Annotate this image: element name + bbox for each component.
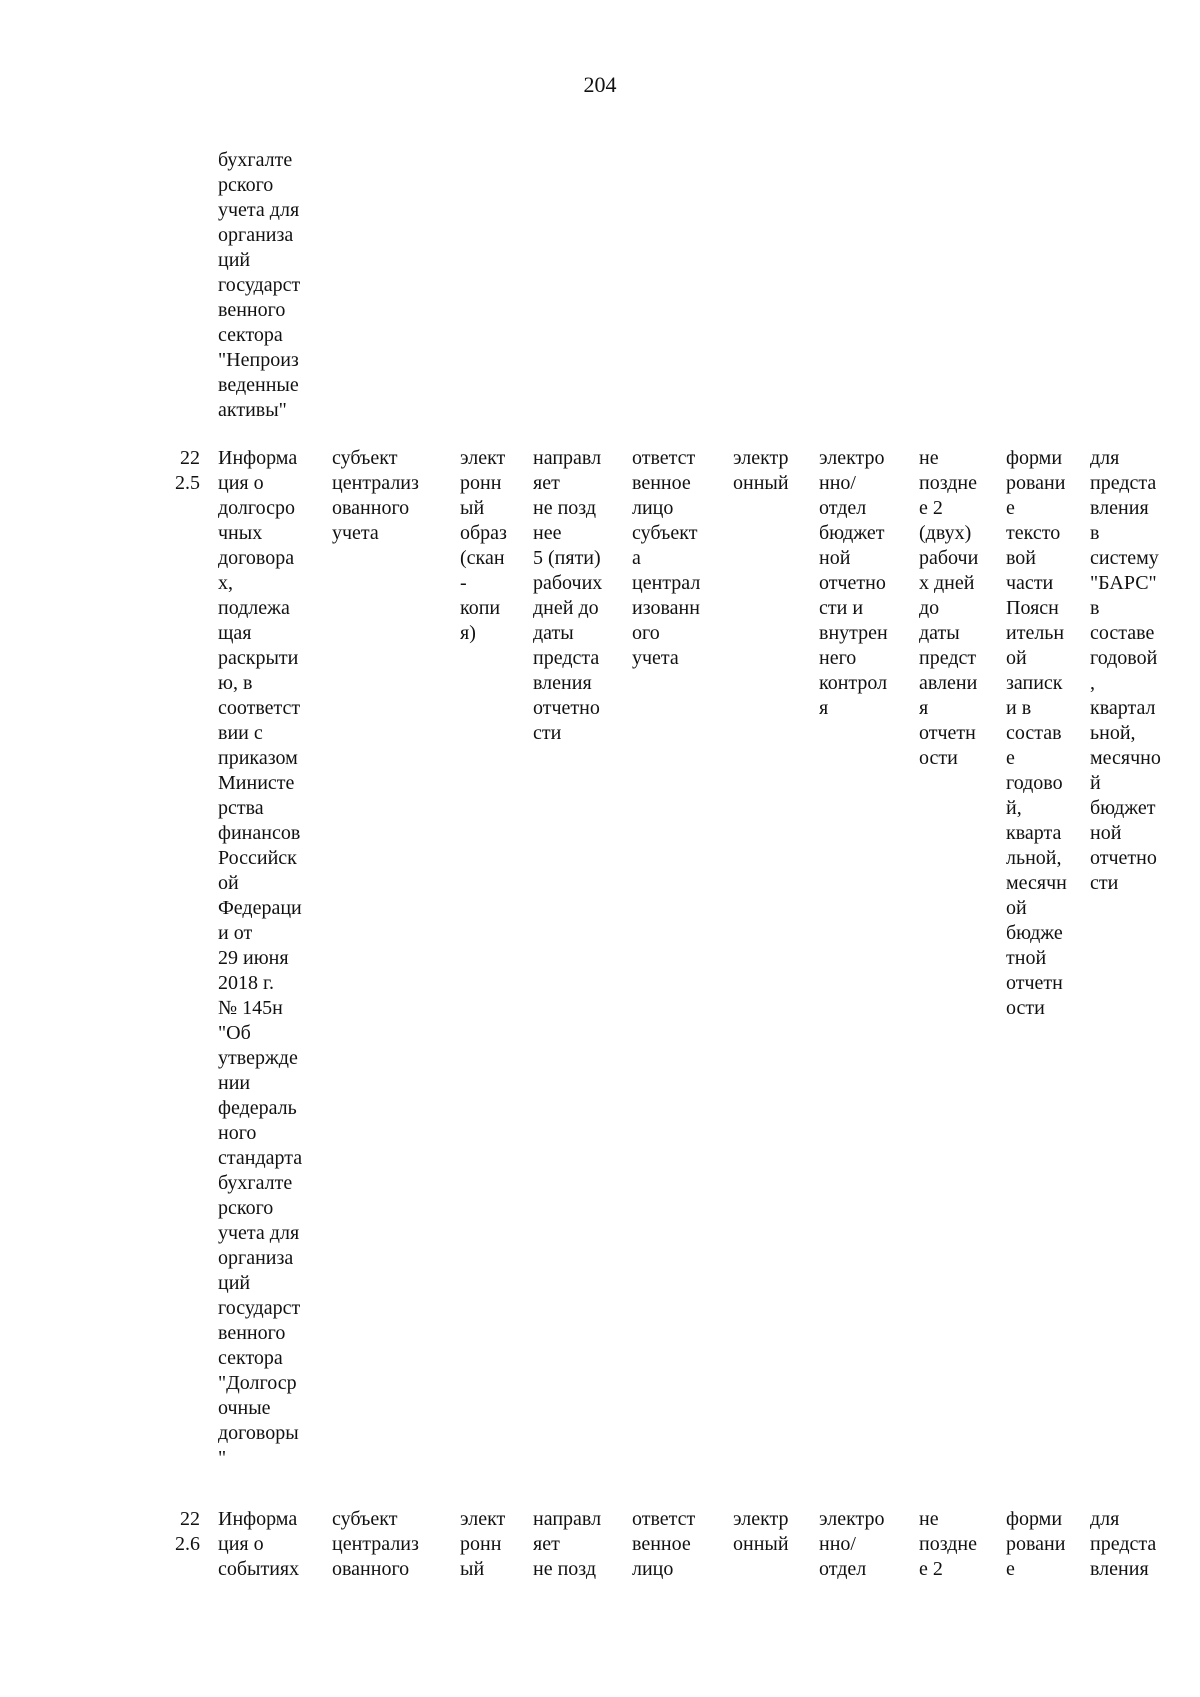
cell-term: не поздне е 2 bbox=[919, 1508, 977, 1580]
row-number: 22 2.5 bbox=[175, 447, 200, 494]
cell-method: электр онный bbox=[733, 447, 789, 494]
cell-recipient: электро нно/ отдел бюджет ной отчетно сти и внутрен него контрол я bbox=[819, 447, 888, 719]
continuation-description: бухгалте рского учета для организа ций государст венного сектора "Непроиз веденные активы" bbox=[218, 149, 301, 421]
cell-responsible: ответст венное лицо bbox=[632, 1508, 696, 1580]
page-number: 204 bbox=[583, 72, 617, 97]
cell-compiler: субъект централиз ованного учета bbox=[332, 447, 419, 544]
cell-term: не поздне е 2 (двух) рабочи х дней до даты предст авлени я отчетн ости bbox=[919, 447, 979, 769]
cell-use: для предста вления bbox=[1090, 1508, 1157, 1580]
cell-method: электр онный bbox=[733, 1508, 789, 1555]
cell-use: для предста вления в систему "БАРС" в составе годовой , квартал ьной, месячно й бюджет ной отчетно сти bbox=[1090, 447, 1161, 894]
cell-deadline: направл яет не позд нее 5 (пяти) рабочих дней до даты предста вления отчетно сти bbox=[533, 447, 603, 744]
cell-information: Информа ция о долгосро чных договора х, подлежа щая раскрыти ю, в соответст вии с приказом Министе рства финансов Российск ой Федераци и от 29 июня 2018 г. № 145н "Об утвержде нии федераль ного стандарта бухгалте рского учета для организа ций государст венного сектора "Долгоср очные договоры " bbox=[218, 447, 303, 1469]
cell-form: элект ронн ый bbox=[460, 1508, 506, 1580]
row-number: 22 2.6 bbox=[175, 1508, 200, 1555]
cell-recipient: электро нно/ отдел bbox=[819, 1508, 885, 1580]
cell-information: Информа ция о событиях bbox=[218, 1508, 300, 1580]
cell-purpose: форми ровани е тексто вой части Поясн ительн ой записк и в состав е годово й, кварта льной, месячн ой бюдже тной отчетн ости bbox=[1006, 447, 1067, 1019]
cell-responsible: ответст венное лицо субъект а централ изованн ого учета bbox=[632, 447, 701, 669]
cell-deadline: направл яет не позд bbox=[533, 1508, 602, 1580]
cell-purpose: форми ровани е bbox=[1006, 1508, 1066, 1580]
cell-compiler: субъект централиз ованного bbox=[332, 1508, 419, 1580]
cell-form: элект ронн ый образ (скан - копи я) bbox=[460, 447, 507, 644]
